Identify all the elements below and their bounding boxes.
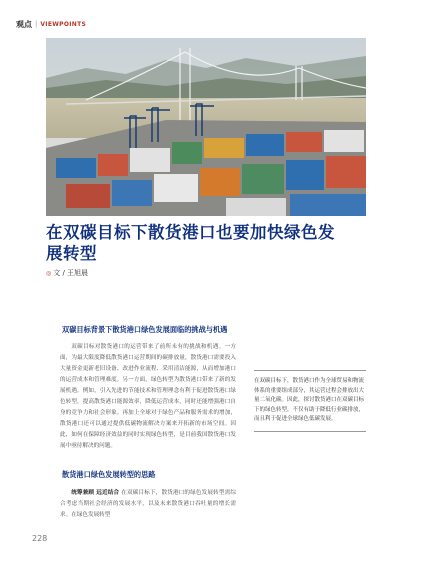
section-label: 观点 (16, 19, 32, 29)
section1-heading: 双碳目标背景下散货港口绿色发展面临的挑战与机遇 (62, 325, 228, 334)
pull-quote: 在双碳目标下，散货港口作为全球贸易和物流体系的重要组成部分，其运营过程会排放出大量二氧化碳。因此，探讨散货港口在双碳目标下的绿色转型，不仅有助于降低行业碳排放，而且利于促进全球绿色低碳发展。 (254, 370, 366, 432)
section-label-en: VIEWPOINTS (40, 20, 87, 28)
byline (46, 268, 88, 278)
article-title: 在双碳目标下散货港口也要加快绿色发展转型 (46, 223, 335, 263)
author: 文 / 王旭晨 (53, 269, 89, 277)
page-number: 228 (32, 534, 48, 543)
page-header (16, 18, 86, 30)
section2-text: 在双碳目标下，散货港口的绿色发展转型需综合考虑当期社会经济的发展水平，以及未来散货港口吞吐量的增长需求。在绿色发展转型 (60, 490, 236, 518)
section2-heading: 散货港口绿色发展转型的思路 (62, 470, 156, 479)
section2-body (60, 488, 236, 522)
port-photo-icon (46, 38, 366, 216)
section1-body: 双碳目标对散货港口的运营带来了前所未有的挑战和机遇。一方面，为最大限度降低散货港口运营期间的碳排放量，散货港口需要投入大量资金更新老旧设备、改进作业流程、采用清洁能源，从而增加港口的运营成本和管理难度。另一方面，绿色转型为散货港口带来了新的发展机遇。例如，引入先进的节能技术和管理理念有利于促进散货港口绿色转型，提高散货港口能源效率，降低运营成本，同时还能增强港口自身的竞争力和社会形象。再加上全球对于绿色产品和服务需求的增加，散货港口还可以通过提供低碳物流解决方案来开拓新的市场空间。因此，如何在保障经济效益的同时实现绿色转型，是目前我国散货港口发展中亟待解决的问题。 (60, 344, 236, 449)
port-photo (46, 38, 366, 216)
byline-mark: ◎ (46, 269, 52, 277)
header-separator: | (35, 20, 38, 28)
section2-keyword: 统筹兼顾 远近结合 (71, 490, 120, 496)
